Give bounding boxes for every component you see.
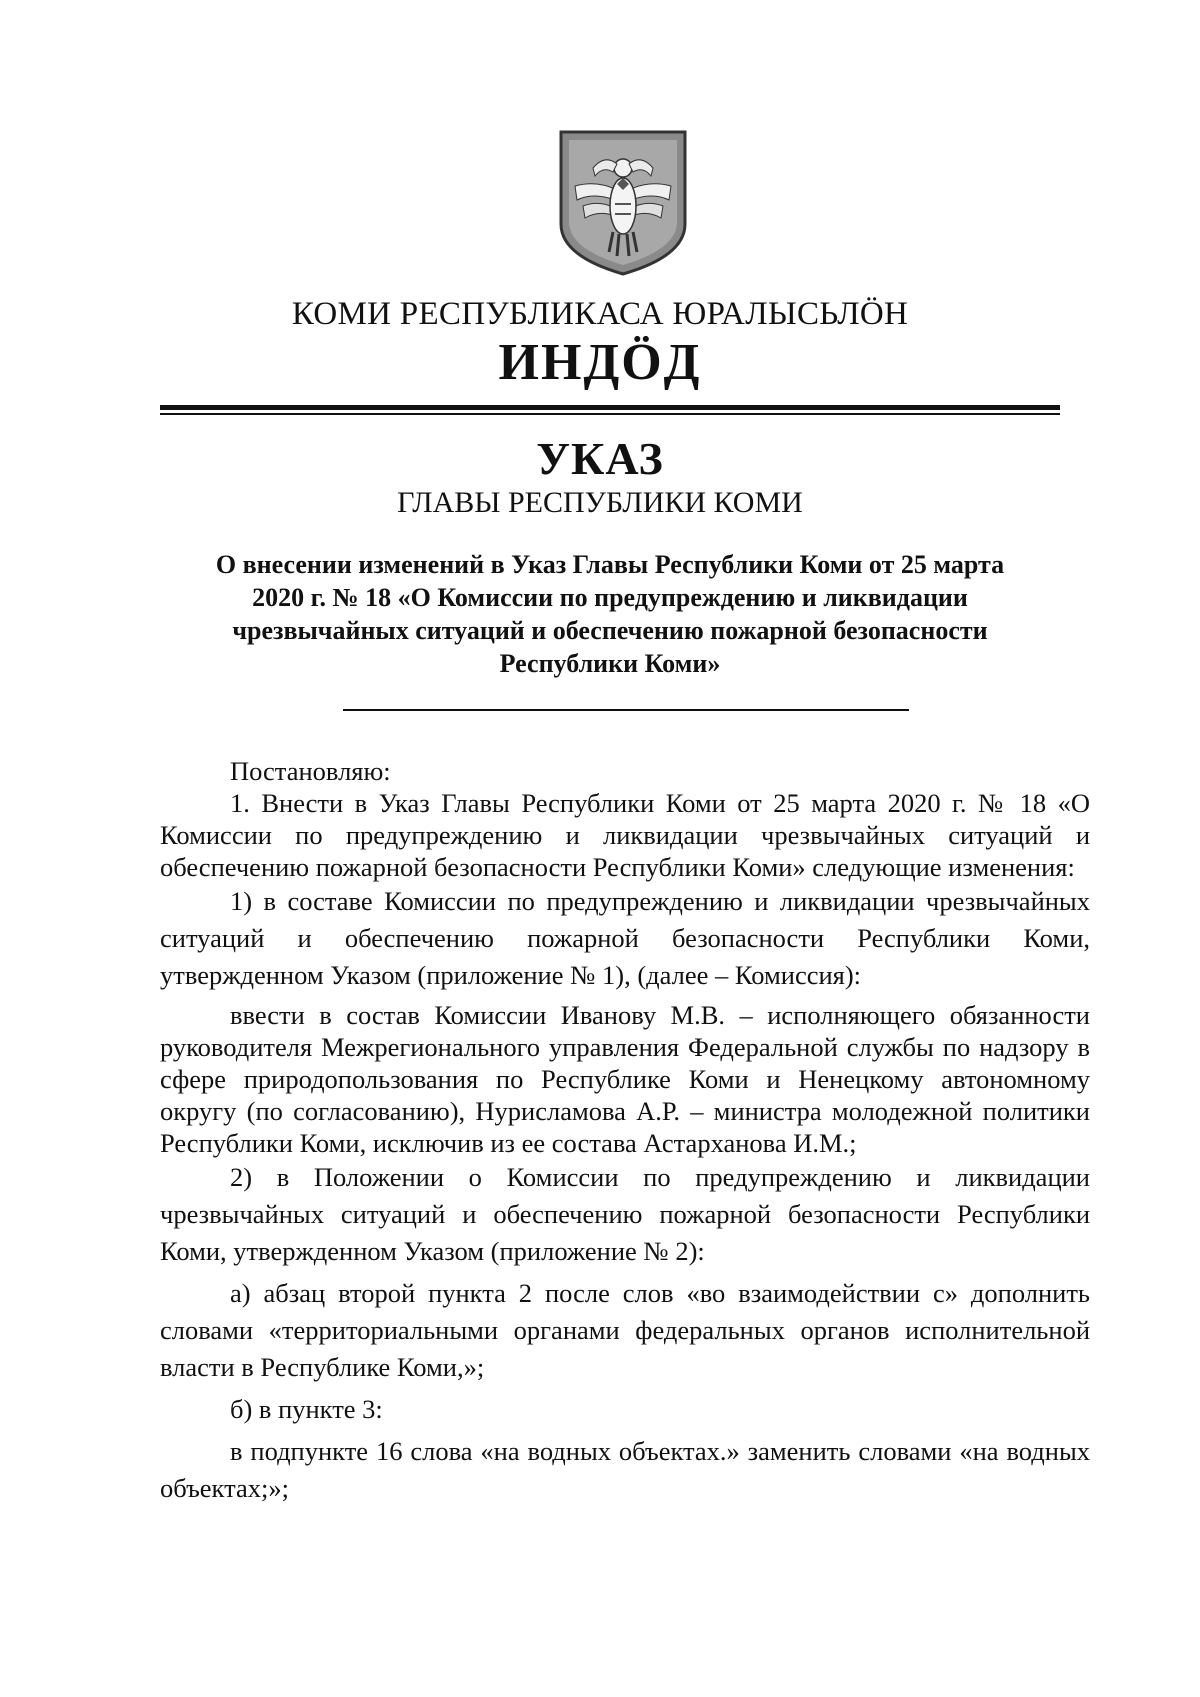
title-line: О внесении изменений в Указ Главы Республики Коми от 25 марта (215, 550, 1005, 579)
org-name: КОМИ РЕСПУБЛИКАСА ЮРАЛЫСЬЛӦН (291, 296, 909, 332)
document-title (170, 548, 1050, 680)
org-doc-type: ИНДӦД (498, 334, 702, 391)
paragraph-decree: Постановляю: (230, 756, 391, 786)
title-line: чрезвычайных ситуаций и обеспечению пожарной безопасности (232, 616, 988, 645)
paragraph-item-1: 1. Внести в Указ Главы Республики Коми от 25 марта 2020 г. № 18 «О Комиссии по предупреждению и ликвидации чрезвычайных ситуаций и обеспечению пожарной безопасности Республики Коми» следующие изменения: (160, 788, 1090, 882)
paragraph-subitem-b: б) в пункте 3: (230, 1394, 383, 1424)
paragraph-subitem-a: а) абзац второй пункта 2 после слов «во взаимодействии с» дополнить словами «территориальными органами федеральных органов исполнительной власти в Республике Коми,»; (160, 1278, 1090, 1382)
header-divider-thick (160, 405, 1060, 410)
komi-republic-coat-of-arms-icon (557, 128, 689, 278)
title-line: Республики Коми» (499, 649, 721, 678)
issuer-heading: ГЛАВЫ РЕСПУБЛИКИ КОМИ (397, 486, 803, 519)
document-body (160, 755, 1090, 1507)
title-line: 2020 г. № 18 «О Комиссии по предупреждению и ликвидации (252, 583, 968, 612)
doc-type-heading: УКАЗ (536, 433, 664, 484)
paragraph-subitem-2: 2) в Положении о Комиссии по предупреждению и ликвидации чрезвычайных ситуаций и обеспечению пожарной безопасности Республики Коми, утвержденном Указом (приложение № 2): (160, 1162, 1090, 1266)
paragraph-subitem-1: 1) в составе Комиссии по предупреждению и ликвидации чрезвычайных ситуаций и обеспечению пожарной безопасности Республики Коми, утвержденном Указом (приложение № 1), (далее – Комиссия): (160, 886, 1090, 990)
paragraph-subitem-16: в подпункте 16 слова «на водных объектах.» заменить словами «на водных объектах;»; (160, 1436, 1090, 1503)
title-divider (343, 709, 909, 711)
header-divider-thin (160, 413, 1060, 415)
paragraph-composition-change: ввести в состав Комиссии Иванову М.В. – исполняющего обязанности руководителя Межрегионального управления Федеральной службы по надзору в сфере природопользования по Республике Коми и Ненецкому автономному округу (по согласованию), Нурисламова А.Р. – министра молодежной политики Республики Коми, исключив из ее состава Астарханова И.М.; (160, 1000, 1090, 1158)
